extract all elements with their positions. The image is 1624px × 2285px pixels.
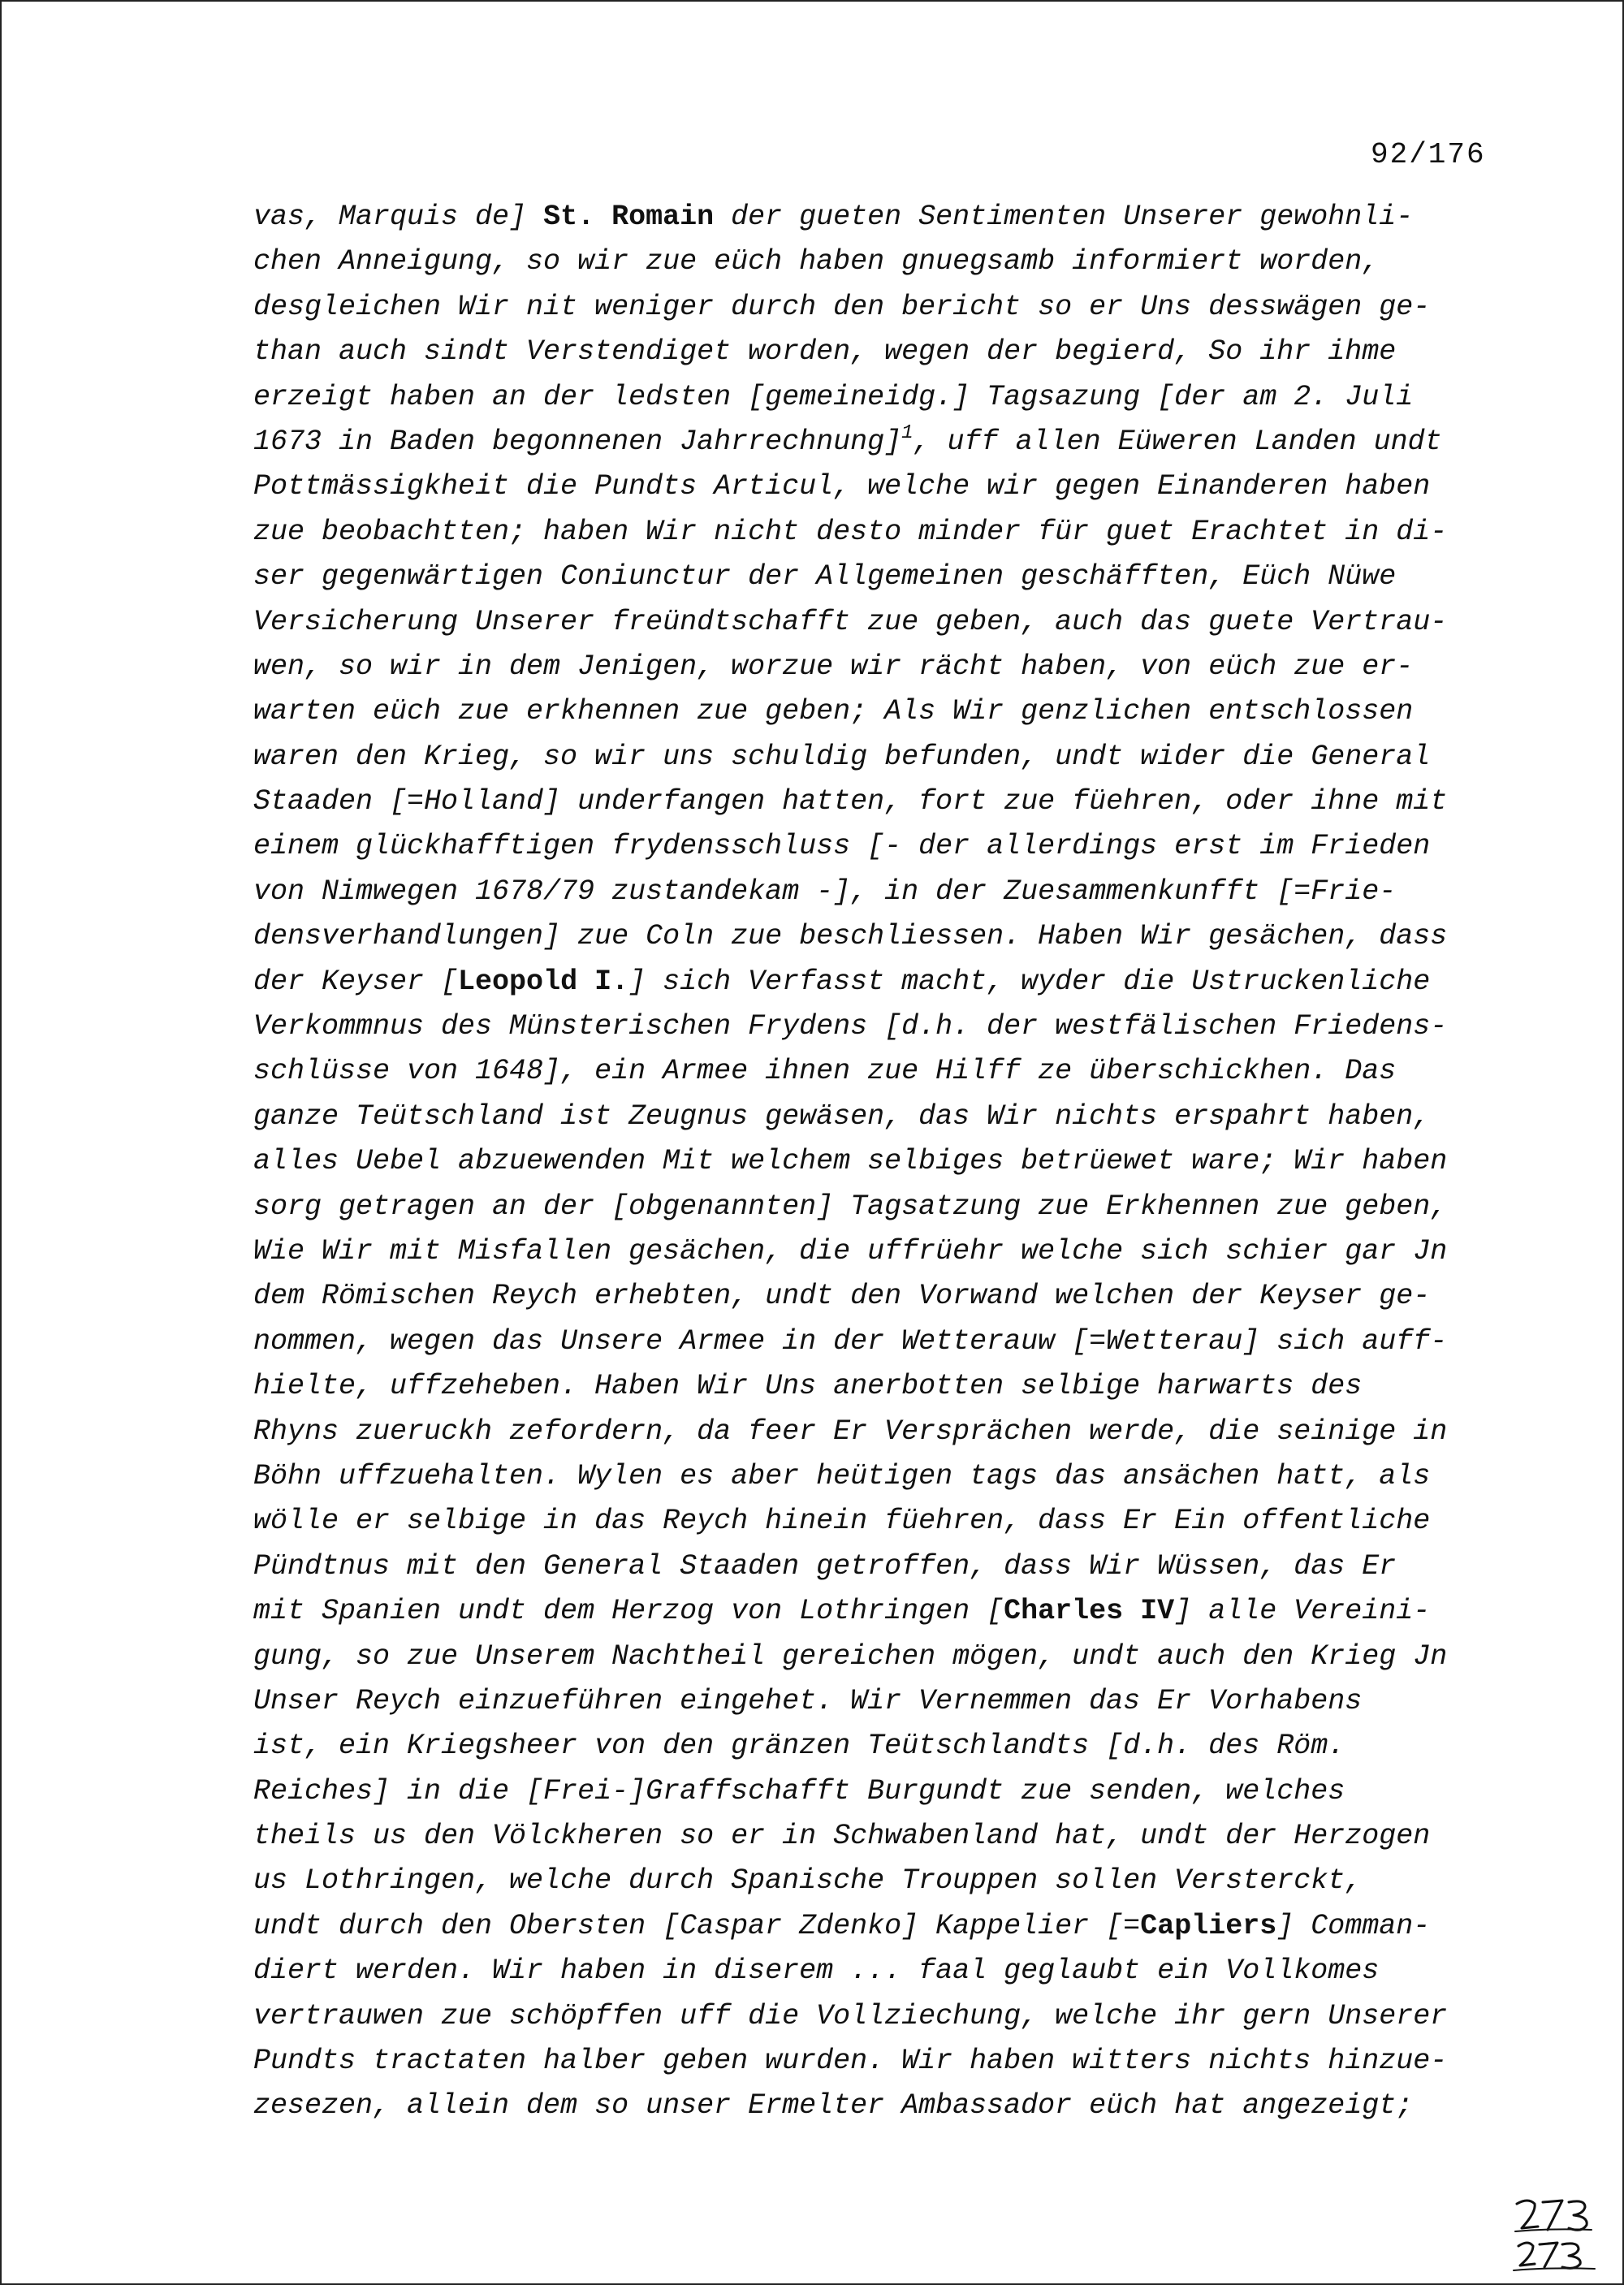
text-line — [253, 1004, 1520, 1049]
text-segment: dem Römischen Reych erhebten, undt den Vorwand welchen der Keyser ge- — [253, 1280, 1431, 1313]
text-segment: undt durch den Obersten [Caspar Zdenko] Kappelier [= — [253, 1909, 1141, 1942]
text-segment: 1673 in Baden begonnenen Jahrrechnung] — [253, 425, 902, 458]
text-segment: Reiches] in die [Frei-]Graffschafft Burgundt zue senden, welches — [253, 1774, 1345, 1808]
text-segment: einem glückhafftigen frydensschluss [- der allerdings erst im Frieden — [253, 830, 1431, 863]
text-segment: Pündtnus mit den General Staaden getroffen, dass Wir Wüssen, das Er — [253, 1549, 1397, 1583]
text-segment: desgleichen Wir nit weniger durch den bericht so er Uns desswägen ge- — [253, 290, 1431, 323]
text-line — [253, 870, 1520, 914]
text-segment: der Keyser [ — [253, 965, 459, 998]
text-line — [253, 1499, 1520, 1544]
text-line — [253, 1769, 1520, 1814]
text-line — [253, 735, 1520, 780]
text-segment: Versicherung Unserer freündtschafft zue geben, auch das guete Vertrau- — [253, 605, 1448, 638]
text-segment: , uff allen Eüweren Landen undt — [913, 425, 1442, 458]
text-segment: warten eüch zue erkhennen zue geben; Als Wir genzlichen entschlossen — [253, 695, 1414, 728]
text-segment: ser gegenwärtigen Coniunctur der Allgemeinen geschäfften, Eüch Nüwe — [253, 560, 1397, 594]
text-line — [253, 824, 1520, 869]
text-segment: gung, so zue Unserem Nachtheil gereichen mögen, undt auch den Krieg Jn — [253, 1639, 1448, 1673]
bold-name: Capliers — [1140, 1909, 1277, 1942]
text-segment: waren den Krieg, so wir uns schuldig befunden, undt wider die General — [253, 740, 1431, 773]
text-segment: alles Uebel abzuewenden Mit welchem selbiges betrüewet ware; Wir haben — [253, 1145, 1448, 1178]
text-segment: nommen, wegen das Unsere Armee in der Wetterauw [=Wetterau] sich auff- — [253, 1324, 1448, 1358]
text-segment: Verkommnus des Münsterischen Frydens [d.h. der westfälischen Friedens- — [253, 1010, 1448, 1043]
text-line — [253, 2084, 1520, 2128]
text-segment: Staaden [=Holland] underfangen hatten, fort zue füehren, oder ihne mit — [253, 785, 1448, 819]
text-line — [253, 285, 1520, 330]
text-segment: Pundts tractaten halber geben wurden. Wir haben witters nichts hinzue- — [253, 2045, 1448, 2078]
text-line — [253, 1859, 1520, 1903]
text-segment: densverhandlungen] zue Coln zue beschliessen. Haben Wir gesächen, dass — [253, 920, 1448, 953]
text-segment: ist, ein Kriegsheer von den gränzen Teütschlandts [d.h. des Röm. — [253, 1730, 1345, 1763]
text-segment: vas, Marquis de] — [253, 201, 544, 233]
text-line — [253, 1139, 1520, 1184]
text-line — [253, 1049, 1520, 1094]
text-line — [253, 1185, 1520, 1229]
text-line — [253, 1544, 1520, 1589]
text-segment: zesezen, allein dem so unser Ermelter Ambassador eüch hat angezeigt; — [253, 2089, 1414, 2123]
text-line — [253, 914, 1520, 959]
text-segment: Unser Reych einzueführen eingehet. Wir Vernemmen das Er Vorhabens — [253, 1684, 1363, 1717]
text-line — [253, 1635, 1520, 1679]
bold-name: St. Romain — [543, 201, 715, 233]
text-segment: diert werden. Wir haben in diserem ... faal geglaubt ein Vollkomes — [253, 1955, 1380, 1988]
text-segment: erzeigt haben an der ledsten [gemeineidg.] Tagsazung [der am 2. Juli — [253, 380, 1414, 413]
bold-name: Leopold I. — [458, 965, 629, 998]
text-line — [253, 1454, 1520, 1499]
text-line — [253, 195, 1520, 240]
text-segment: sorg getragen an der [obgenannten] Tagsatzung zue Erkhennen zue geben, — [253, 1190, 1448, 1223]
text-line — [253, 1904, 1520, 1949]
text-segment: us Lothringen, welche durch Spanische Trouppen sollen Versterckt, — [253, 1864, 1363, 1898]
text-segment: theils us den Völckheren so er in Schwabenland hat, undt der Herzogen — [253, 1820, 1431, 1853]
text-line — [253, 375, 1520, 420]
text-segment: von Nimwegen 1678/79 zustandekam -], in der Zuesammenkunfft [=Frie- — [253, 875, 1397, 908]
text-line — [253, 1320, 1520, 1364]
text-line — [253, 645, 1520, 689]
text-line — [253, 1229, 1520, 1274]
page-number: 92/176 — [1371, 138, 1486, 171]
text-segment: chen Anneigung, so wir zue eüch haben gnuegsamb informiert worden, — [253, 245, 1380, 279]
footnote-marker: 1 — [901, 421, 914, 444]
text-segment: Rhyns zueruckh zefordern, da feer Er Versprächen werde, die seinige in — [253, 1415, 1448, 1448]
text-line — [253, 464, 1520, 509]
text-line — [253, 330, 1520, 374]
text-line — [253, 600, 1520, 645]
text-segment: Böhn uffzuehalten. Wylen es aber heütigen tags das ansächen hatt, als — [253, 1459, 1431, 1492]
bold-name: Charles IV — [1004, 1595, 1175, 1628]
text-line — [253, 1274, 1520, 1319]
text-line — [253, 240, 1520, 284]
text-segment: mit Spanien undt dem Herzog von Lothringen [ — [253, 1595, 1004, 1628]
text-segment: than auch sindt Verstendiget worden, wegen der begierd, So ihr ihme — [253, 335, 1397, 369]
text-line — [253, 1724, 1520, 1769]
text-line — [253, 510, 1520, 555]
text-segment: wölle er selbige in das Reych hinein füehren, dass Er Ein offentliche — [253, 1505, 1431, 1538]
text-segment: ] alle Vereini- — [1174, 1595, 1431, 1628]
text-segment: schlüsse von 1648], ein Armee ihnen zue Hilff ze überschickhen. Das — [253, 1055, 1397, 1088]
body-text — [253, 195, 1520, 2129]
text-line — [253, 1589, 1520, 1634]
text-line — [253, 555, 1520, 599]
text-line — [253, 1994, 1520, 2039]
text-line — [253, 689, 1520, 734]
text-segment: hielte, uffzeheben. Haben Wir Uns anerbotten selbige harwarts des — [253, 1370, 1363, 1403]
text-line — [253, 420, 1520, 464]
text-line — [253, 1679, 1520, 1724]
text-segment: Pottmässigkheit die Pundts Articul, welche wir gegen Einanderen haben — [253, 470, 1431, 503]
text-segment: der gueten Sentimenten Unserer gewohnli- — [714, 201, 1414, 233]
text-segment: wen, so wir in dem Jenigen, worzue wir rächt haben, von eüch zue er- — [253, 650, 1414, 683]
text-line — [253, 1364, 1520, 1409]
text-line — [253, 2039, 1520, 2084]
text-line — [253, 1410, 1520, 1454]
text-line — [253, 1095, 1520, 1139]
text-segment: ] sich Verfasst macht, wyder die Ustruckenliche — [628, 965, 1431, 998]
text-line — [253, 780, 1520, 824]
text-segment: vertrauwen zue schöpffen uff die Vollziechung, welche ihr gern Unserer — [253, 1999, 1448, 2032]
handwritten-page-number-stamp — [1510, 2196, 1600, 2274]
text-segment: ] Comman- — [1276, 1909, 1431, 1942]
text-line — [253, 1814, 1520, 1859]
text-line — [253, 1949, 1520, 1993]
text-segment: ganze Teütschland ist Zeugnus gewäsen, das Wir nichts erspahrt haben, — [253, 1099, 1431, 1133]
text-segment: zue beobachtten; haben Wir nicht desto minder für guet Erachtet in di- — [253, 515, 1448, 548]
text-line — [253, 960, 1520, 1004]
text-segment: Wie Wir mit Misfallen gesächen, die uffrüehr welche sich schier gar Jn — [253, 1234, 1448, 1268]
